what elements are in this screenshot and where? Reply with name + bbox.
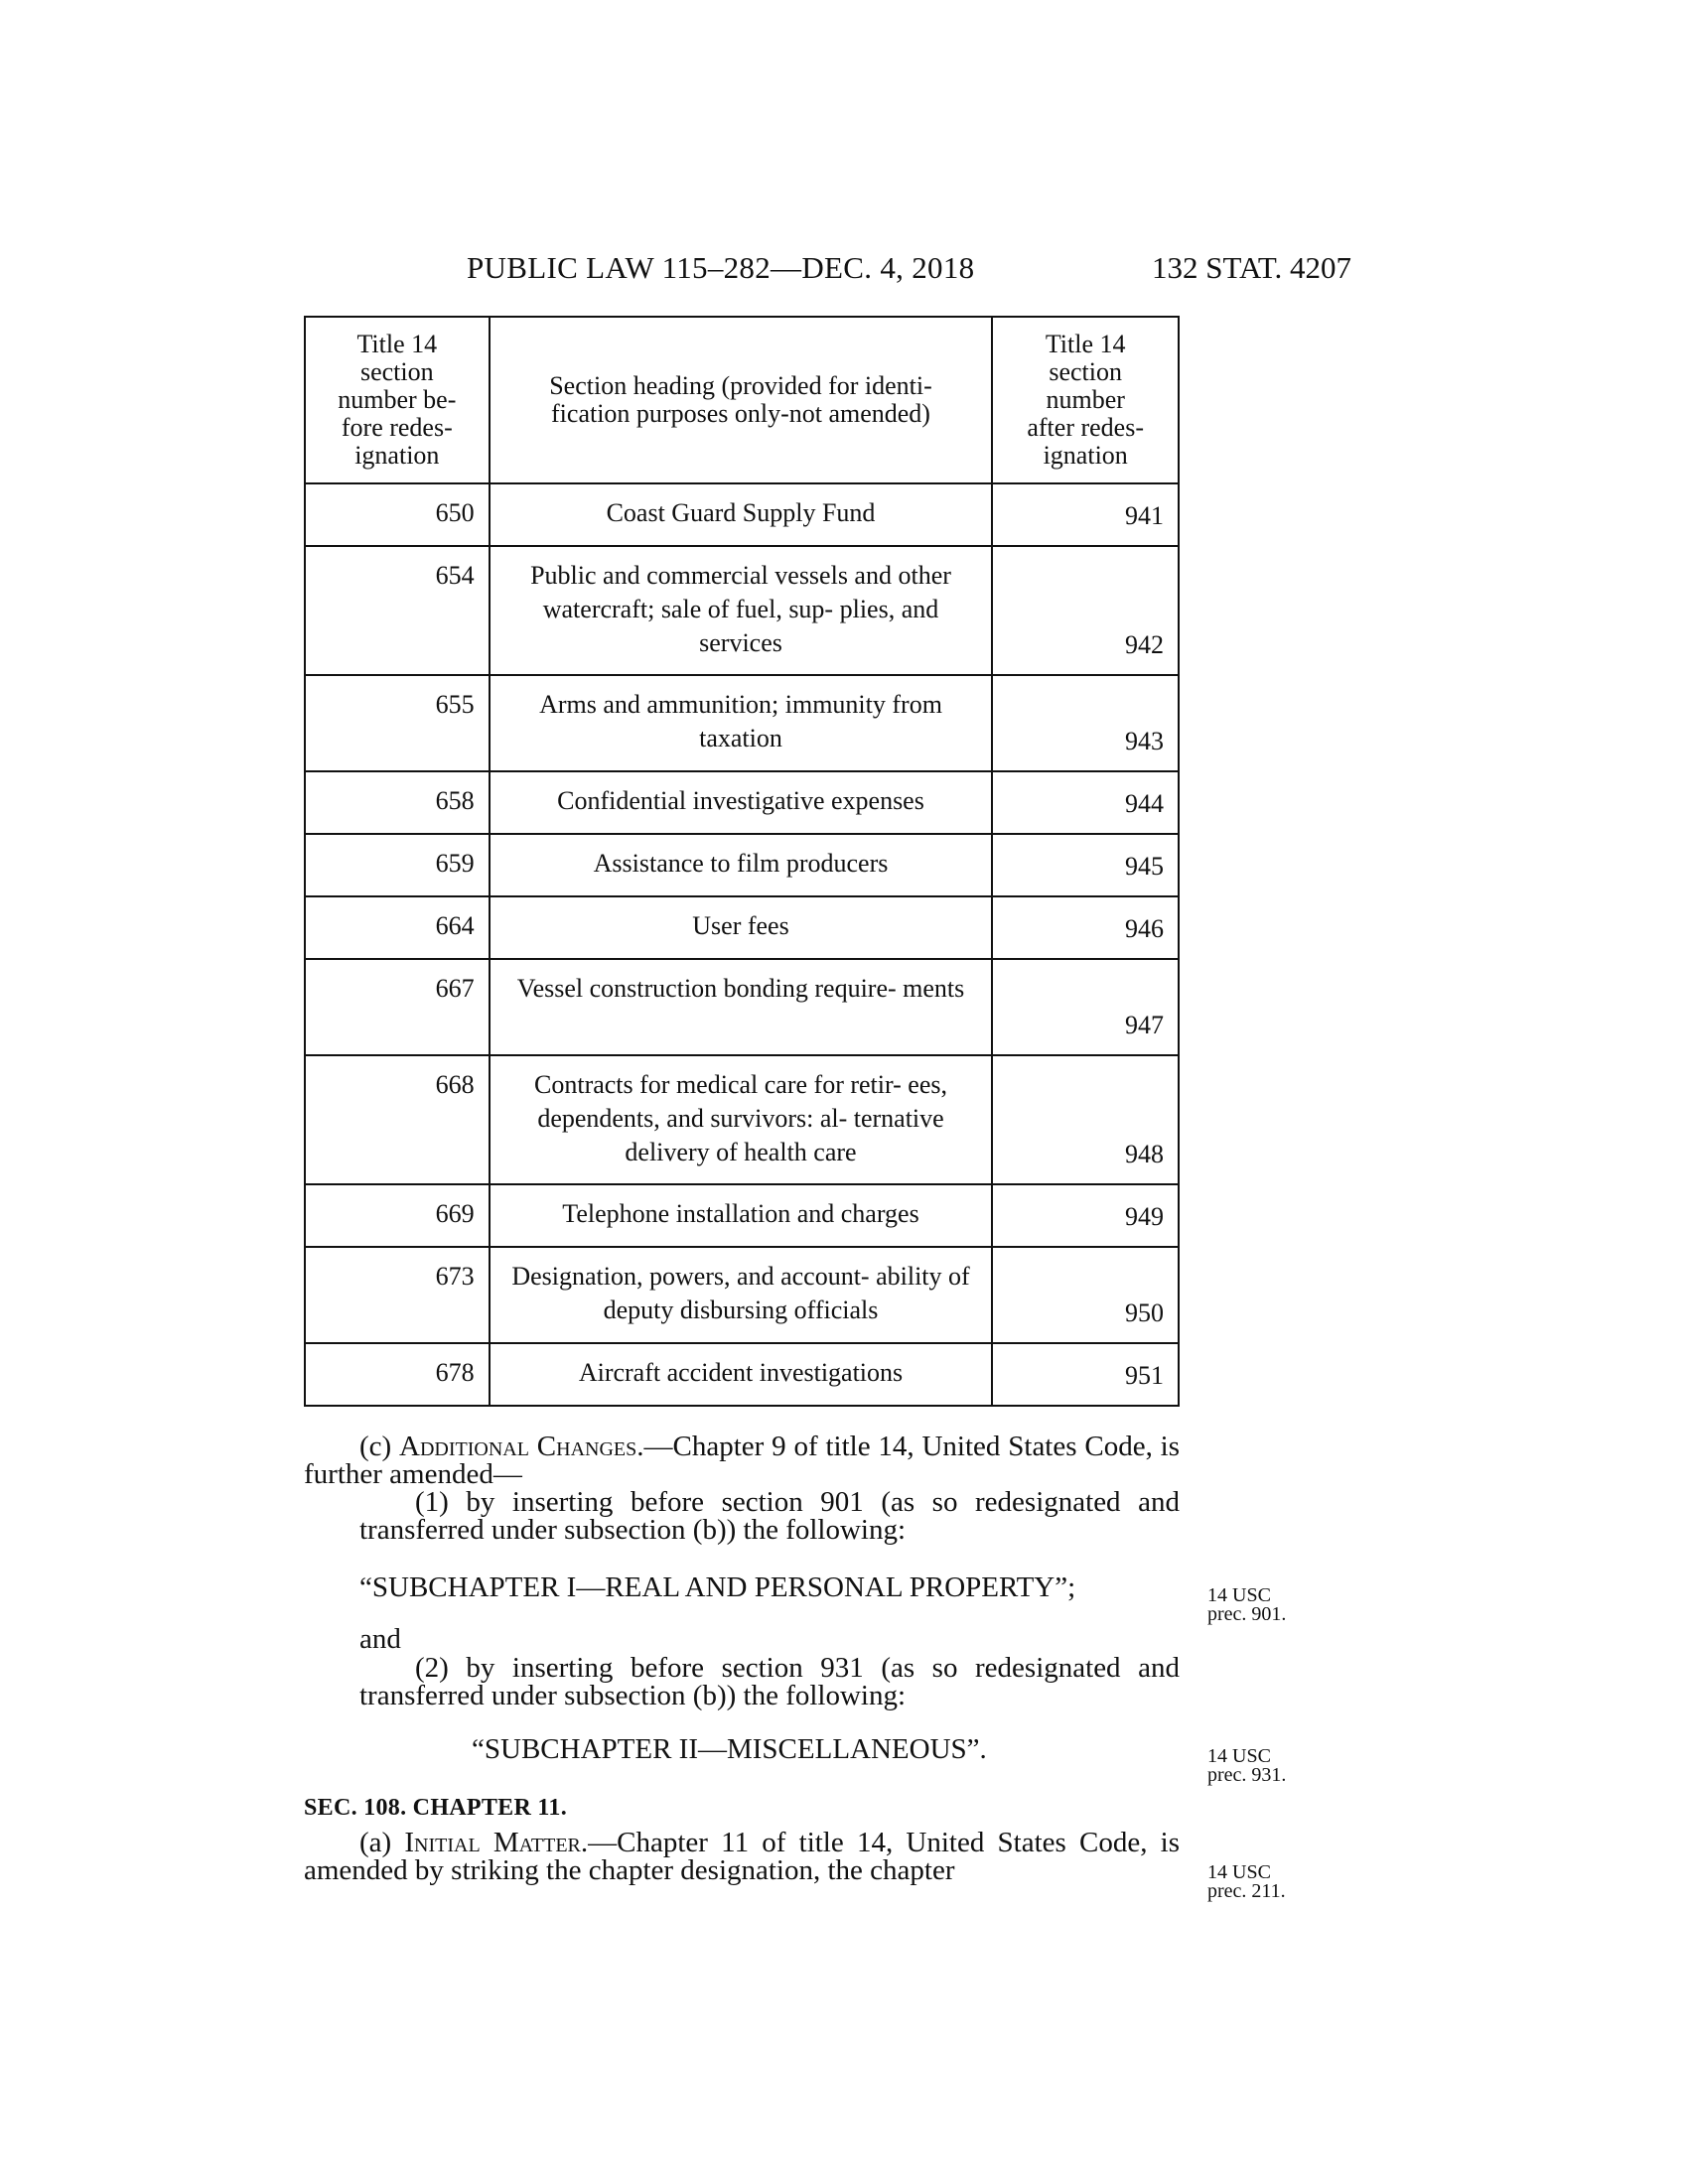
- section-after: 941: [992, 483, 1179, 546]
- section-heading: Designation, powers, and account- ability of deputy disbursing officials: [490, 1247, 993, 1343]
- margin-note: [1207, 1586, 1286, 1624]
- header-line: Section heading (provided for identi-: [549, 371, 932, 400]
- paragraph-label: (c): [359, 1431, 392, 1462]
- section-after: 946: [992, 896, 1179, 959]
- section-after: 947: [992, 959, 1179, 1055]
- section-before: 655: [305, 675, 490, 771]
- section-before: 650: [305, 483, 490, 546]
- header-line: number: [1046, 385, 1125, 414]
- header-line: ignation: [1043, 441, 1128, 470]
- item-1: [304, 1488, 1180, 1544]
- item-2: [359, 1654, 1180, 1709]
- table-row: [305, 834, 1179, 896]
- section-heading: User fees: [490, 896, 993, 959]
- paragraph-a: [304, 1829, 1180, 1884]
- table-row: [305, 896, 1179, 959]
- margin-note-line: prec. 931.: [1207, 1764, 1287, 1786]
- table-header-row: [305, 317, 1179, 483]
- section-before: 658: [305, 771, 490, 834]
- paragraph-body: .—Chapter 11 of title 14, United States Code, is amended by striking the chapter designation, the chapter: [304, 1827, 1180, 1886]
- margin-note-line: 14 USC: [1207, 1861, 1271, 1883]
- header-line: fore redes-: [341, 413, 453, 442]
- margin-note: [1207, 1863, 1286, 1901]
- section-before: 673: [305, 1247, 490, 1343]
- table-row: [305, 675, 1179, 771]
- section-before: 664: [305, 896, 490, 959]
- section-after: 950: [992, 1247, 1179, 1343]
- page-header-stat: 132 STAT. 4207: [1152, 250, 1352, 285]
- section-before: 668: [305, 1055, 490, 1184]
- header-after: [992, 317, 1179, 483]
- header-line: section: [359, 357, 434, 386]
- margin-note-line: prec. 901.: [1207, 1603, 1287, 1625]
- item-2-text: (2) by inserting before section 931 (as so redesignated and transferred under subsection (b)) the following:: [359, 1652, 1180, 1711]
- paragraph-c: [304, 1433, 1180, 1544]
- margin-note-line: 14 USC: [1207, 1584, 1271, 1606]
- section-after: 944: [992, 771, 1179, 834]
- margin-note-line: 14 USC: [1207, 1745, 1271, 1767]
- table-row: [305, 771, 1179, 834]
- paragraph-body: .—Chapter 9 of title 14, United States Code, is further amended—: [304, 1431, 1181, 1490]
- header-before: [305, 317, 490, 483]
- section-heading: Aircraft accident investigations: [490, 1343, 993, 1406]
- header-line: fication purposes only-not amended): [551, 399, 930, 428]
- redesignation-table: [304, 316, 1180, 1407]
- section-after: 949: [992, 1184, 1179, 1247]
- section-before: 678: [305, 1343, 490, 1406]
- header-line: Title 14: [356, 330, 438, 358]
- table-row: [305, 1247, 1179, 1343]
- header-line: Title 14: [1045, 330, 1126, 358]
- table-row: [305, 483, 1179, 546]
- section-after: 943: [992, 675, 1179, 771]
- section-after: 942: [992, 546, 1179, 675]
- section-before: 667: [305, 959, 490, 1055]
- header-heading: [490, 317, 993, 483]
- section-heading: Public and commercial vessels and other watercraft; sale of fuel, sup- plies, and services: [490, 546, 993, 675]
- item-1-text: (1) by inserting before section 901 (as so redesignated and transferred under subsection (b)) the following:: [359, 1486, 1180, 1546]
- section-heading-108: SEC. 108. CHAPTER 11.: [304, 1795, 568, 1821]
- paragraph-c-text: [304, 1433, 1180, 1488]
- section-heading: Contracts for medical care for retir- ees, dependents, and survivors: al- ternative delivery of health care: [490, 1055, 993, 1184]
- paragraph-caption: Initial Matter: [404, 1827, 581, 1858]
- section-after: 945: [992, 834, 1179, 896]
- header-line: number be-: [338, 385, 457, 414]
- section-heading: Coast Guard Supply Fund: [490, 483, 993, 546]
- section-before: 659: [305, 834, 490, 896]
- section-heading: Assistance to film producers: [490, 834, 993, 896]
- quoted-subchapter-2: “SUBCHAPTER II—MISCELLANEOUS”.: [472, 1733, 987, 1765]
- section-heading: Telephone installation and charges: [490, 1184, 993, 1247]
- table-row: [305, 1055, 1179, 1184]
- section-after: 951: [992, 1343, 1179, 1406]
- margin-note: [1207, 1747, 1286, 1785]
- header-line: section: [1049, 357, 1123, 386]
- section-heading: Confidential investigative expenses: [490, 771, 993, 834]
- paragraph-caption: Additional Changes: [399, 1431, 637, 1462]
- page-header-title: PUBLIC LAW 115–282—DEC. 4, 2018: [467, 250, 975, 285]
- paragraph-label: (a): [359, 1827, 392, 1858]
- table-row: [305, 1184, 1179, 1247]
- section-heading: Vessel construction bonding require- ments: [490, 959, 993, 1055]
- section-heading: Arms and ammunition; immunity from taxation: [490, 675, 993, 771]
- header-line: after redes-: [1027, 413, 1144, 442]
- paragraph-a-text: [304, 1829, 1180, 1884]
- table-row: [305, 546, 1179, 675]
- quoted-subchapter-1: “SUBCHAPTER I—REAL AND PERSONAL PROPERTY”;: [359, 1571, 1076, 1603]
- section-after: 948: [992, 1055, 1179, 1184]
- section-before: 654: [305, 546, 490, 675]
- table-row: [305, 1343, 1179, 1406]
- header-line: ignation: [354, 441, 440, 470]
- table-row: [305, 959, 1179, 1055]
- margin-note-line: prec. 211.: [1207, 1880, 1286, 1902]
- section-before: 669: [305, 1184, 490, 1247]
- conjunction-and: and: [359, 1623, 401, 1655]
